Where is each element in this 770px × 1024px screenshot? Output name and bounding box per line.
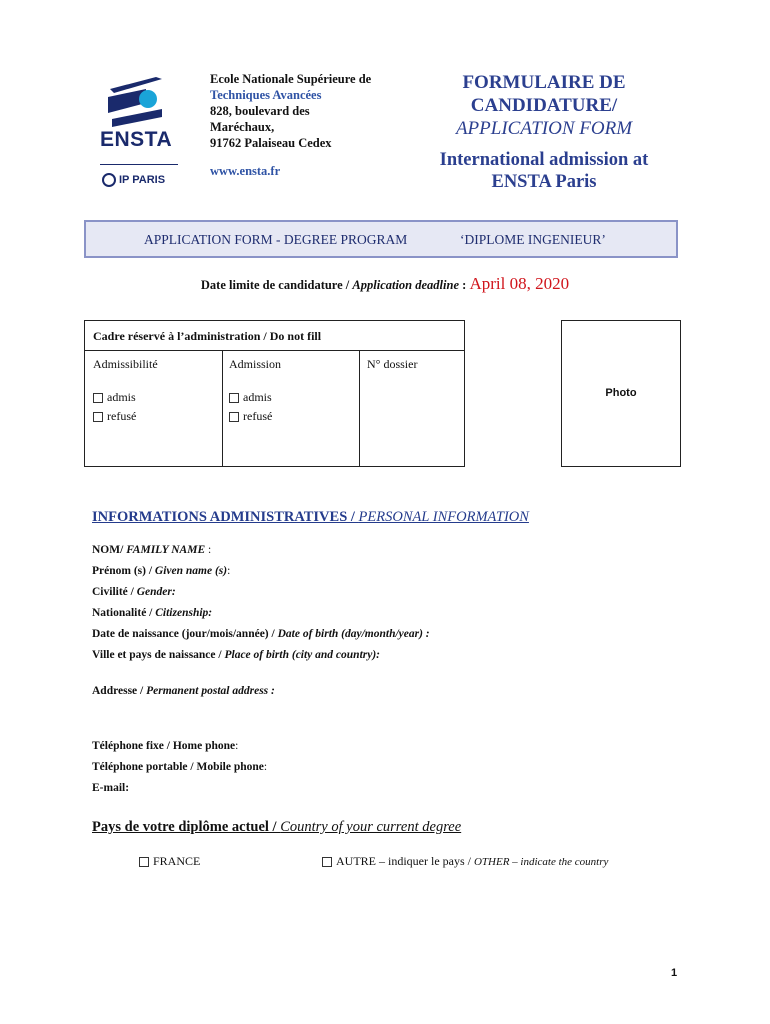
admission-label: Admission (229, 357, 282, 371)
title-line-1: FORMULAIRE DE (462, 72, 626, 93)
deadline-date: April 08, 2020 (469, 274, 570, 293)
admin-header (85, 321, 464, 351)
checkbox-other[interactable] (322, 857, 332, 867)
label-text: Téléphone fixe / Home phone (92, 740, 236, 752)
ensta-emblem-icon (106, 75, 166, 127)
deadline-label-en: Application deadline (352, 278, 460, 292)
ip-paris-mark (102, 173, 165, 187)
deadline-label: Date limite de candidature / (200, 278, 353, 292)
logo-divider (100, 164, 178, 165)
admis-label: admis (243, 390, 272, 404)
admission-admis (229, 390, 272, 405)
option-other-country[interactable] (322, 854, 608, 869)
address-line-3: 91762 Palaiseau Cedex (210, 136, 332, 150)
admission-refuse (229, 409, 272, 424)
personal-heading-en: PERSONAL INFORMATION (358, 509, 529, 525)
checkbox-admissibilite-refuse[interactable] (93, 412, 103, 422)
admin-divider-2 (359, 350, 360, 467)
degree-heading-fr: Pays de votre diplôme actuel / (92, 819, 281, 835)
refuse-label: refusé (243, 409, 273, 423)
field-place-of-birth[interactable] (92, 649, 380, 661)
label-en: Citizenship: (155, 607, 213, 619)
field-home-phone[interactable] (92, 740, 238, 752)
france-label: FRANCE (153, 854, 201, 868)
label-colon: : (227, 565, 231, 577)
label-fr: Ville et pays de naissance / (92, 649, 225, 661)
other-label: AUTRE – indiquer le pays / (336, 854, 474, 868)
ensta-logo (98, 75, 186, 195)
field-given-name[interactable] (92, 565, 230, 577)
label-fr: Date de naissance (jour/mois/année) / (92, 628, 278, 640)
banner-program: APPLICATION FORM - DEGREE PROGRAM (144, 232, 408, 247)
school-address (210, 71, 371, 179)
field-email[interactable] (92, 782, 129, 794)
admissibilite-label: Admissibilité (93, 357, 158, 371)
admissibilite-admis (93, 390, 136, 405)
form-title (418, 71, 670, 193)
label-en: FAMILY NAME (126, 544, 206, 556)
application-deadline (0, 274, 770, 294)
ip-paris-label: IP PARIS (119, 173, 166, 186)
admin-box (84, 320, 465, 467)
label-text: Téléphone portable / Mobile phone (92, 761, 264, 773)
label-fr: Nationalité / (92, 607, 156, 619)
ensta-wordmark: ENSTA (100, 128, 173, 151)
title-line-5: ENSTA Paris (491, 172, 597, 192)
checkbox-france[interactable] (139, 857, 149, 867)
address-line-2: Maréchaux, (210, 120, 275, 134)
label-colon: : (205, 544, 212, 556)
field-address[interactable] (92, 685, 275, 697)
label-en: Date of birth (day/month/year) : (277, 628, 430, 640)
admin-divider-1 (222, 350, 223, 467)
label-colon: : (235, 740, 239, 752)
dossier-label: N° dossier (367, 357, 418, 371)
label-en: Gender: (136, 586, 176, 598)
personal-info-heading (92, 509, 529, 526)
admin-header-text: Cadre réservé à l’administration / Do not fill (93, 329, 322, 343)
admis-label: admis (107, 390, 136, 404)
checkbox-admission-admis[interactable] (229, 393, 239, 403)
photo-label: Photo (605, 387, 637, 399)
website-link[interactable]: www.ensta.fr (210, 164, 281, 178)
label-fr: Civilité / (92, 586, 137, 598)
field-date-of-birth[interactable] (92, 628, 430, 640)
photo-box[interactable] (561, 320, 681, 467)
program-banner (84, 220, 678, 258)
label-text: E-mail: (92, 782, 130, 794)
other-label-en: OTHER – indicate the country (473, 856, 609, 868)
refuse-label: refusé (107, 409, 137, 423)
label-colon: : (263, 761, 268, 773)
field-mobile-phone[interactable] (92, 761, 267, 773)
label-fr: Addresse / (92, 685, 147, 697)
label-fr: NOM/ (92, 544, 127, 556)
label-fr: Prénom (s) / (92, 565, 155, 577)
ip-paris-icon (102, 173, 116, 187)
school-name: Ecole Nationale Supérieure de (210, 72, 372, 86)
deadline-colon: : (459, 278, 470, 292)
option-france[interactable] (139, 854, 200, 869)
degree-country-heading (92, 819, 461, 836)
banner-diploma: ‘DIPLOME INGENIEUR’ (460, 232, 606, 247)
title-line-4: International admission at (439, 150, 649, 170)
label-en: Place of birth (city and country): (224, 649, 381, 661)
checkbox-admission-refuse[interactable] (229, 412, 239, 422)
field-family-name[interactable] (92, 544, 211, 556)
address-line-1: 828, boulevard des (210, 104, 310, 118)
title-line-2: CANDIDATURE/ (470, 95, 618, 116)
field-citizenship[interactable] (92, 607, 212, 619)
title-line-3: APPLICATION FORM (455, 118, 633, 139)
degree-heading-en: Country of your current degree (280, 819, 462, 835)
field-gender[interactable] (92, 586, 176, 598)
label-en: Given name (s) (154, 565, 228, 577)
page-number: 1 (671, 967, 678, 979)
label-en: Permanent postal address : (146, 685, 275, 697)
checkbox-admissibilite-admis[interactable] (93, 393, 103, 403)
admissibilite-refuse (93, 409, 136, 424)
personal-heading-fr: INFORMATIONS ADMINISTRATIVES / (92, 509, 359, 525)
school-name-2: Techniques Avancées (210, 88, 322, 102)
